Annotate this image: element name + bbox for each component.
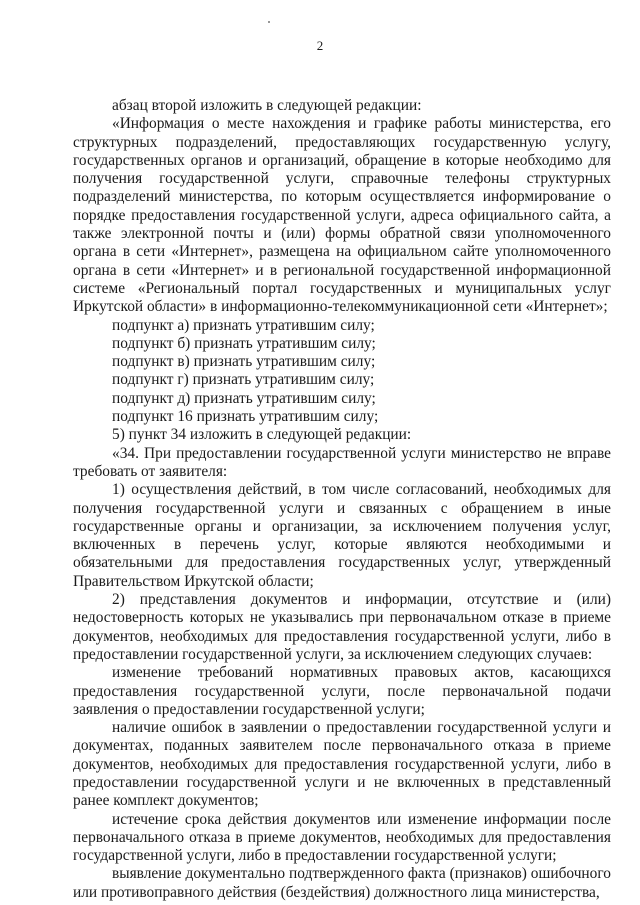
- page-number: 2: [316, 38, 324, 53]
- paragraph-13: изменение требований нормативных правовых актов, касающихся предоставления государственной услуги, после первоначальной подачи заявления о предоставлении государственной услуги;: [73, 664, 611, 718]
- document-body: [73, 97, 611, 902]
- paragraph-1: абзац второй изложить в следующей редакции:: [112, 97, 422, 114]
- paragraph-8: подпункт 16 признать утратившим силу;: [112, 408, 379, 426]
- paragraph-11: 1) осуществления действий, в том числе согласований, необходимых для получения государственной услуги и связанных с обращением в иные государственные органы и организации, за исключением получения услуг, включенных в перечень услуг, которые являются необходимыми и обязательными для предоставления государственных услуг, утвержденный Правительством Иркутской области;: [73, 481, 611, 590]
- paragraph-15: истечение срока действия документов или изменение информации после первоначального отказа в приеме документов, необходимых для предоставления государственной услуги, либо в предоставлении государственной услуги;: [73, 810, 611, 865]
- paragraph-4: подпункт б) признать утратившим силу;: [112, 334, 376, 352]
- paragraph-14: наличие ошибок в заявлении о предоставлении государственной услуги и документах, поданных заявителем после первоначального отказа в приеме документов, необходимых для предоставления государственной услуги, либо в предоставлении государственной услуги и не включенных в представленный ранее комплект документов;: [73, 719, 611, 810]
- paragraph-5: подпункт в) признать утратившим силу;: [112, 353, 376, 371]
- paragraph-10: «34. При предоставлении государственной услуги министерство не вправе требовать от заявителя:: [73, 444, 611, 480]
- paragraph-9: 5) пункт 34 изложить в следующей редакции:: [112, 426, 412, 444]
- paragraph-3: подпункт а) признать утратившим силу;: [112, 316, 375, 334]
- paragraph-12: 2) представления документов и информации, отсутствие и (или) недостоверность которых не указывались при первоначальном отказе в приеме документов, необходимых для предоставления государственной услуги, либо в предоставлении государственной услуги, за исключением следующих случаев:: [73, 591, 611, 663]
- paragraph-6: подпункт г) признать утратившим силу;: [112, 371, 375, 389]
- paragraph-7: подпункт д) признать утратившим силу;: [112, 389, 376, 407]
- paragraph-2: «Информация о месте нахождения и графике работы министерства, его структурных подразделений, предоставляющих государственную услугу, государственных органов и организаций, обращение в которые необходимо для получения государственной услуги, справочные телефоны структурных подразделений министерства, по которым осуществляется информирование о порядке предоставления государственной услуги, адреса официального сайта, а также электронной почты и (или) формы обратной связи уполномоченного органа в сети «Интернет», размещена на официальном сайте уполномоченного органа в сети «Интернет» и в региональной государственной информационной системе «Региональный портал государственных и муниципальных услуг Иркутской области» в информационно-телекоммуникационной сети «Интернет»;: [73, 115, 611, 316]
- paragraph-16: выявление документально подтвержденного факта (признаков) ошибочного или противоправного действия (бездействия) должностного лица министерства,: [73, 865, 611, 901]
- scan-speck: [268, 21, 270, 23]
